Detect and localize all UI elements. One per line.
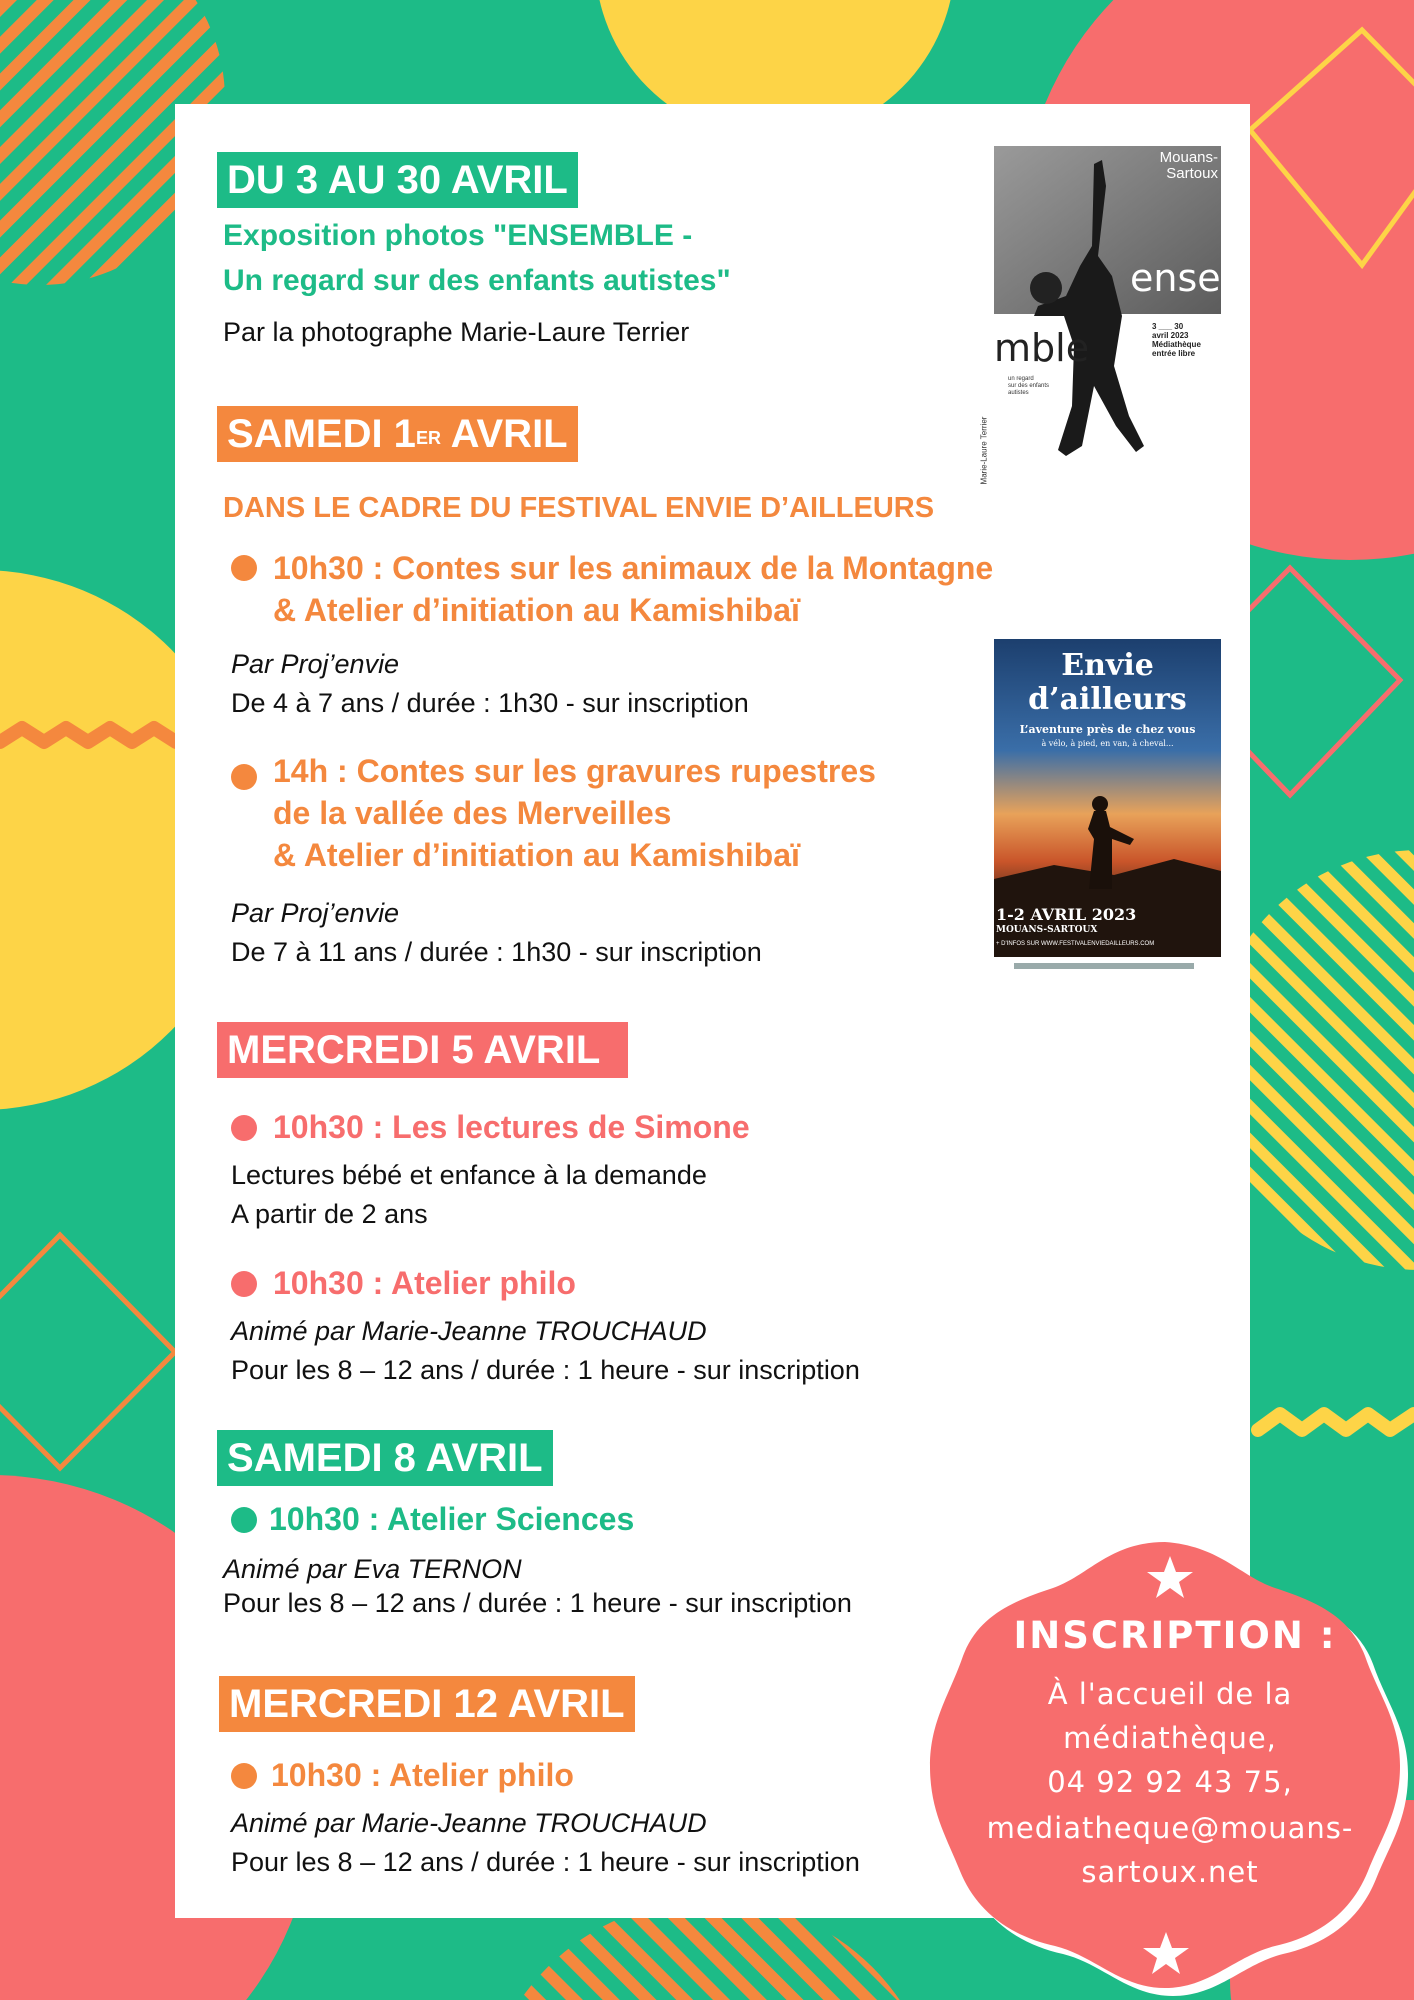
- date-banner-samedi-1-avril: [217, 406, 578, 462]
- envie-ailleurs-poster: [994, 639, 1221, 974]
- poster2-title1: Envie: [1061, 648, 1154, 683]
- event-contes-montagne-line2: & Atelier d’initiation au Kamishibaï: [273, 592, 800, 628]
- bullet-dot: [231, 1507, 257, 1533]
- poster1-dates: 3 ___ 30 avril 2023 Médiathèque entrée libre: [1152, 322, 1201, 358]
- poster2-info: + D'INFOS SUR WWW.FESTIVALENVIEDAILLEURS.COM: [996, 941, 1155, 947]
- bullet-dot: [231, 764, 257, 790]
- inscription-email-line2[interactable]: sartoux.net: [1081, 1855, 1259, 1889]
- poster1-word-left: mble: [994, 326, 1090, 370]
- inscription-line2: médiathèque,: [1063, 1721, 1277, 1755]
- festival-title: DANS LE CADRE DU FESTIVAL ENVIE D’AILLEURS: [223, 492, 935, 524]
- poster2-dates: 1-2 AVRIL 2023: [996, 905, 1137, 924]
- exhibition-title-line1: Exposition photos "ENSEMBLE -: [223, 219, 693, 252]
- inscription-title: INSCRIPTION :: [1013, 1614, 1337, 1657]
- event-atelier-sciences-title: 10h30 : Atelier Sciences: [269, 1501, 635, 1537]
- poster2-tagline: L’aventure près de chez vous: [1019, 723, 1196, 736]
- bullet-dot: [231, 555, 257, 581]
- event-contes-montagne-info: De 4 à 7 ans / durée : 1h30 - sur inscription: [231, 688, 749, 718]
- exhibition-byline: Par la photographe Marie-Laure Terrier: [223, 317, 690, 347]
- event-lectures-simone-desc: Lectures bébé et enfance à la demande: [231, 1160, 707, 1190]
- event-lectures-simone-age: A partir de 2 ans: [231, 1199, 428, 1229]
- event-gravures-line3: & Atelier d’initiation au Kamishibaï: [273, 837, 800, 873]
- banner-day: SAMEDI 1: [227, 412, 416, 456]
- event-lectures-simone-title: 10h30 : Les lectures de Simone: [273, 1109, 750, 1145]
- poster1-city: Mouans- Sartoux: [1159, 149, 1218, 182]
- date-banner-mercredi-12-avril: MERCREDI 12 AVRIL: [219, 1676, 635, 1732]
- poster1-subtitle: un regard sur des enfants autistes: [1008, 376, 1050, 396]
- date-banner-samedi-8-avril: SAMEDI 8 AVRIL: [217, 1430, 553, 1486]
- event-atelier-sciences-info: Pour les 8 – 12 ans / durée : 1 heure - sur inscription: [223, 1588, 852, 1618]
- event-gravures-line1: 14h : Contes sur les gravures rupestres: [273, 753, 876, 789]
- ensemble-poster-image: [994, 146, 1221, 482]
- event-atelier-philo-2-title: 10h30 : Atelier philo: [271, 1757, 574, 1793]
- poster2-title2: d’ailleurs: [1028, 682, 1187, 717]
- poster1-author: Marie-Laure Terrier: [979, 416, 989, 485]
- event-gravures-by: Par Proj’envie: [231, 898, 400, 928]
- poster2-city: MOUANS-SARTOUX: [996, 925, 1098, 935]
- date-banner-3-30-april: DU 3 AU 30 AVRIL: [217, 152, 578, 208]
- banner-superscript: ER: [415, 428, 441, 448]
- bullet-dot: [231, 1271, 257, 1297]
- inscription-phone: 04 92 92 43 75,: [1047, 1765, 1293, 1799]
- event-atelier-philo-by: Animé par Marie-Jeanne TROUCHAUD: [231, 1316, 707, 1346]
- exhibition-title-line2: Un regard sur des enfants autistes": [223, 264, 731, 297]
- date-banner-mercredi-5-avril: MERCREDI 5 AVRIL: [217, 1022, 628, 1078]
- poster2-tagline2: à vélo, à pied, en van, à cheval...: [1041, 739, 1174, 748]
- bullet-dot: [231, 1115, 257, 1141]
- event-atelier-sciences-by: Animé par Eva TERNON: [223, 1554, 522, 1584]
- event-contes-montagne-by: Par Proj’envie: [231, 649, 400, 679]
- poster1-word-right: ense: [1130, 256, 1221, 300]
- event-atelier-philo-2-by: Animé par Marie-Jeanne TROUCHAUD: [231, 1808, 707, 1838]
- banner-month: AVRIL: [440, 412, 568, 456]
- inscription-line1: À l'accueil de la: [1047, 1677, 1293, 1711]
- event-atelier-philo-2-info: Pour les 8 – 12 ans / durée : 1 heure - sur inscription: [231, 1847, 860, 1877]
- bullet-dot: [231, 1763, 257, 1789]
- event-gravures-info: De 7 à 11 ans / durée : 1h30 - sur inscription: [231, 937, 762, 967]
- event-contes-montagne-line1: 10h30 : Contes sur les animaux de la Montagne: [273, 550, 994, 586]
- inscription-email-line1[interactable]: mediatheque@mouans-: [986, 1811, 1354, 1845]
- event-gravures-line2: de la vallée des Merveilles: [273, 795, 672, 831]
- event-atelier-philo-info: Pour les 8 – 12 ans / durée : 1 heure - sur inscription: [231, 1355, 860, 1385]
- event-atelier-philo-title: 10h30 : Atelier philo: [273, 1265, 576, 1301]
- ensemble-poster: [979, 146, 1221, 485]
